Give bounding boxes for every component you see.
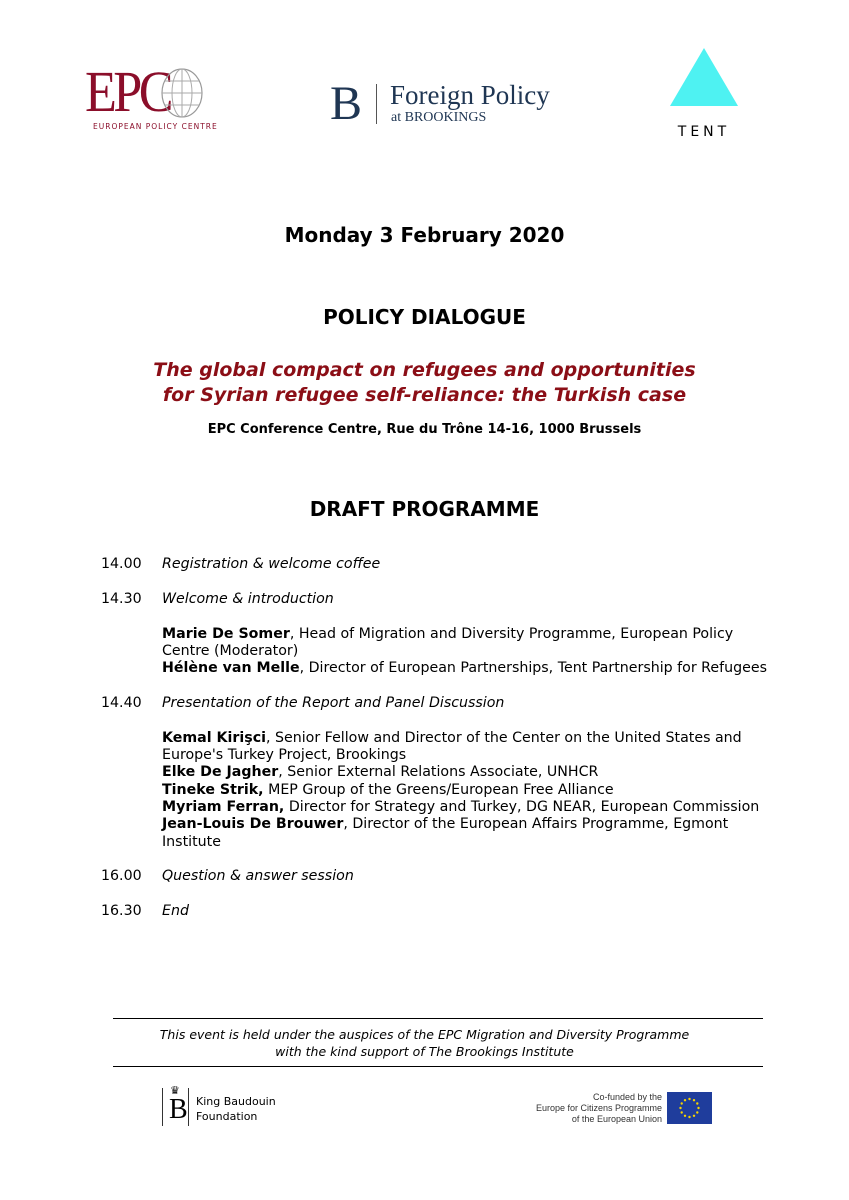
programme-item [101,695,801,851]
star-icon [684,1115,686,1117]
brookings-logo [330,77,570,130]
programme-time: 14.00 [101,556,142,572]
speaker-name: Myriam Ferran, [162,798,285,815]
speaker-role: MEP Group of the Greens/European Free Alliance [263,781,614,798]
star-icon [693,1099,695,1101]
star-icon [679,1107,681,1109]
star-icon [681,1111,683,1113]
programme-description [162,591,782,678]
speaker-role: , Head of Migration and Diversity Programme, European Policy Centre (Moderator) [162,625,734,659]
speaker-list [162,626,782,678]
programme-item [101,903,801,920]
star-icon [688,1116,690,1118]
speaker-name: Marie De Somer [162,625,290,642]
programme-description [162,903,782,920]
eu-line-3: of the European Union [571,1114,662,1124]
crown-icon: ♛ [170,1084,180,1097]
programme [101,556,801,938]
speaker [162,730,782,765]
triangle-icon [670,48,738,108]
eu-line-2: Europe for Citizens Programme [535,1103,662,1113]
speaker-role: , Senior External Relations Associate, UNHCR [278,764,599,781]
speaker-role: , Director of the European Affairs Programme, Egmont Institute [162,816,729,850]
divider [113,1018,763,1019]
brookings-title: Foreign Policy [390,80,550,110]
tent-name: TENT [677,124,731,140]
divider [113,1066,763,1067]
star-icon [693,1115,695,1117]
speaker [162,764,782,781]
event-subtitle-1: The global compact on refugees and opportunities [153,359,696,381]
programme-session-title: End [162,903,189,920]
star-icon [696,1111,698,1113]
brookings-subtitle: at BROOKINGS [391,110,487,125]
programme-description [162,868,782,885]
globe-icon [160,67,205,119]
divider [376,84,377,124]
speaker-list [162,730,782,851]
programme-item [101,868,801,885]
footer-line-1: This event is held under the auspices of the EPC Migration and Diversity Programme [159,1027,690,1042]
programme-session-title: Registration & welcome coffee [162,556,381,572]
speaker [162,816,782,851]
speaker-role: Director for Strategy and Turkey, DG NEAR, European Commission [284,798,760,815]
kbf-line-2: Foundation [196,1110,258,1123]
star-icon [681,1102,683,1104]
speaker [162,660,782,677]
programme-time: 14.40 [101,694,142,711]
star-icon [684,1099,686,1101]
star-icon [696,1102,698,1104]
programme-description [162,695,782,851]
programme-session-title: Question & answer session [162,868,354,885]
speaker-name: Elke De Jagher [162,764,279,781]
star-icon [688,1098,690,1100]
divider [188,1088,189,1126]
kbf-logo [162,1084,302,1128]
venue: EPC Conference Centre, Rue du Trône 14-16, 1000 Brussels [207,422,642,437]
eu-cofunded [500,1092,712,1126]
speaker [162,626,782,661]
programme-time: 16.00 [101,868,142,885]
speaker-name: Hélène van Melle [162,660,300,677]
kbf-mark: B [169,1094,188,1125]
epc-logo-mark: EPC [85,59,170,124]
programme-description [162,556,782,573]
programme-session-title: Presentation of the Report and Panel Discussion [162,694,505,711]
eu-flag-icon [667,1092,712,1124]
speaker-role: , Director of European Partnerships, Tent Partnership for Refugees [299,660,767,677]
programme-item [101,556,801,573]
tent-logo [668,48,740,143]
programme-time: 14.30 [101,590,142,607]
event-date: Monday 3 February 2020 [284,223,565,247]
speaker-name: Jean-Louis De Brouwer [162,816,344,833]
divider [162,1088,163,1126]
speaker-role: , Senior Fellow and Director of the Center on the United States and Europe's Turkey Project, Brookings [162,729,742,764]
epc-logo-name: EUROPEAN POLICY CENTRE [93,122,218,131]
star-icon [697,1107,699,1109]
event-subtitle-2: for Syrian refugee self-reliance: the Turkish case [162,384,687,406]
programme-time: 16.30 [101,903,142,920]
speaker [162,799,782,816]
programme-item [101,591,801,678]
speaker-name: Kemal Kirişci [162,729,266,746]
brookings-mark: B [330,77,363,130]
kbf-line-1: King Baudouin [196,1095,276,1108]
speaker [162,782,782,799]
programme-title: DRAFT PROGRAMME [309,497,540,521]
eu-line-1: Co-funded by the [592,1092,662,1102]
footer-line-2: with the kind support of The Brookings Institute [275,1044,574,1059]
epc-logo [85,59,230,134]
speaker-name: Tineke Strik, [162,781,264,798]
programme-session-title: Welcome & introduction [162,590,334,607]
event-type: POLICY DIALOGUE [323,305,526,329]
